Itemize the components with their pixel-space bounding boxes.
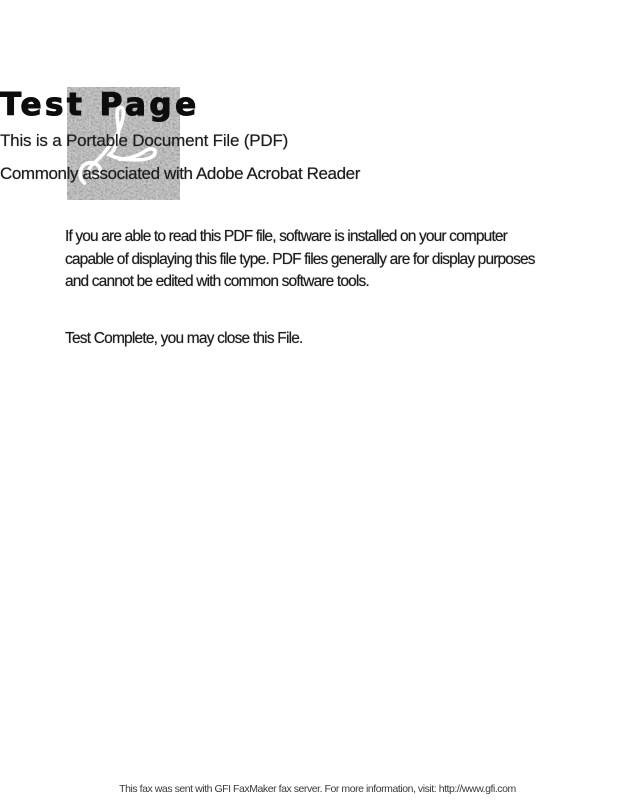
page-title: Test Page — [0, 87, 200, 123]
subtitle-pdf: This is a Portable Document File (PDF) — [0, 131, 289, 150]
body-line-1: If you are able to read this PDF file, software is installed on your computer — [65, 228, 507, 245]
body-line-3: and cannot be edited with common software tools. — [65, 273, 369, 290]
body-line-2: capable of displaying this file type. PDF files generally are for display purposes — [65, 250, 535, 268]
closing-line: Test Complete, you may close this File. — [65, 330, 303, 347]
fax-footer: This fax was sent with GFI FaxMaker fax server. For more information, visit: http://www.gfi.com — [119, 783, 516, 795]
subtitle-acrobat: Commonly associated with Adobe Acrobat Reader — [0, 164, 360, 183]
body-paragraph — [65, 226, 535, 294]
